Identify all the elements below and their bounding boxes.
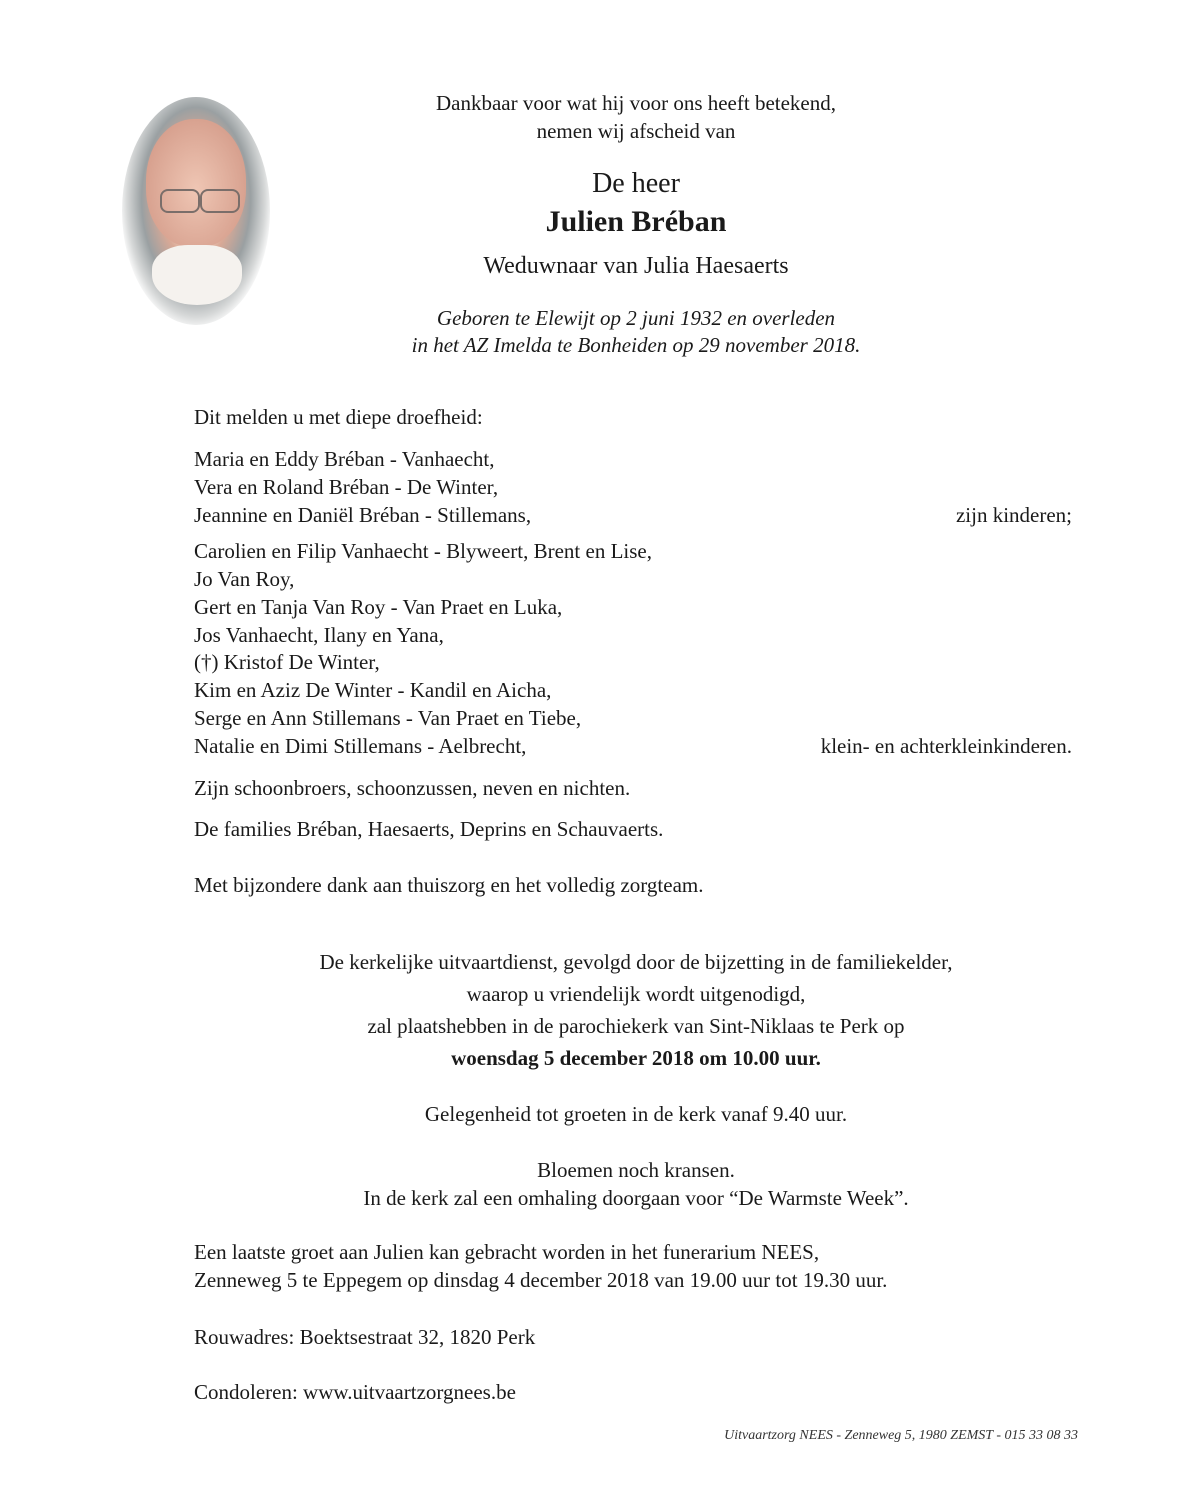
grandchild-line: Jos Vanhaecht, Ilany en Yana,: [194, 623, 444, 647]
intro-line-1: Dankbaar voor wat hij voor ons heeft betekend,: [435, 91, 837, 115]
grandchild-line: Natalie en Dimi Stillemans - Aelbrecht,: [194, 734, 527, 758]
service-line-2: waarop u vriendelijk wordt uitgenodigd,: [466, 982, 806, 1006]
children-label: zijn kinderen;: [955, 503, 1072, 527]
footer-funeral-home: Uitvaartzorg NEES - Zenneweg 5, 1980 ZEMST - 015 33 08 33: [724, 1428, 1078, 1443]
child-line: Maria en Eddy Bréban - Vanhaecht,: [194, 447, 495, 471]
intro-line-2: nemen wij afscheid van: [536, 119, 736, 143]
deceased-name: Julien Bréban: [545, 205, 727, 238]
flowers-line-1: Bloemen noch kransen.: [537, 1158, 735, 1182]
grandchildren-label: klein- en achterkleinkinderen.: [820, 734, 1072, 758]
birth-line-2: in het AZ Imelda te Bonheiden op 29 november 2018.: [411, 333, 861, 357]
greeting-line: Gelegenheid tot groeten in de kerk vanaf 9.40 uur.: [424, 1102, 848, 1126]
last-greeting-line-1: Een laatste groet aan Julien kan gebracht worden in het funerarium NEES,: [194, 1240, 820, 1264]
announcement: Dit melden u met diepe droefheid:: [194, 405, 483, 429]
inlaws-line: Zijn schoonbroers, schoonzussen, neven en nichten.: [194, 776, 631, 800]
condolences-link[interactable]: Condoleren: www.uitvaartzorgnees.be: [194, 1380, 516, 1404]
thanks-line: Met bijzondere dank aan thuiszorg en het volledig zorgteam.: [194, 873, 704, 897]
spouse-line: Weduwnaar van Julia Haesaerts: [483, 253, 789, 279]
birth-line-1: Geboren te Elewijt op 2 juni 1932 en overleden: [436, 306, 836, 330]
grandchild-line: (†) Kristof De Winter,: [194, 650, 380, 674]
last-greeting-line-2: Zenneweg 5 te Eppegem op dinsdag 4 december 2018 van 19.00 uur tot 19.30 uur.: [194, 1268, 888, 1292]
grandchild-line: Jo Van Roy,: [194, 567, 295, 591]
flowers-line-2: In de kerk zal een omhaling doorgaan voor “De Warmste Week”.: [363, 1186, 909, 1210]
grandchild-line: Kim en Aziz De Winter - Kandil en Aicha,: [194, 678, 552, 702]
child-line: Vera en Roland Bréban - De Winter,: [194, 475, 499, 499]
title: De heer: [592, 168, 680, 199]
grandchild-line: Carolien en Filip Vanhaecht - Blyweert, Brent en Lise,: [194, 539, 652, 563]
service-line-3: zal plaatshebben in de parochiekerk van Sint-Niklaas te Perk op: [367, 1014, 905, 1038]
mourning-address: Rouwadres: Boektsestraat 32, 1820 Perk: [194, 1325, 536, 1349]
child-line: Jeannine en Daniël Bréban - Stillemans,: [194, 503, 532, 527]
service-date: woensdag 5 december 2018 om 10.00 uur.: [451, 1046, 821, 1070]
grandchild-line: Serge en Ann Stillemans - Van Praet en Tiebe,: [194, 706, 582, 730]
service-line-1: De kerkelijke uitvaartdienst, gevolgd door de bijzetting in de familiekelder,: [319, 950, 953, 974]
families-line: De families Bréban, Haesaerts, Deprins en Schauvaerts.: [194, 817, 664, 841]
grandchild-line: Gert en Tanja Van Roy - Van Praet en Luka,: [194, 595, 563, 619]
